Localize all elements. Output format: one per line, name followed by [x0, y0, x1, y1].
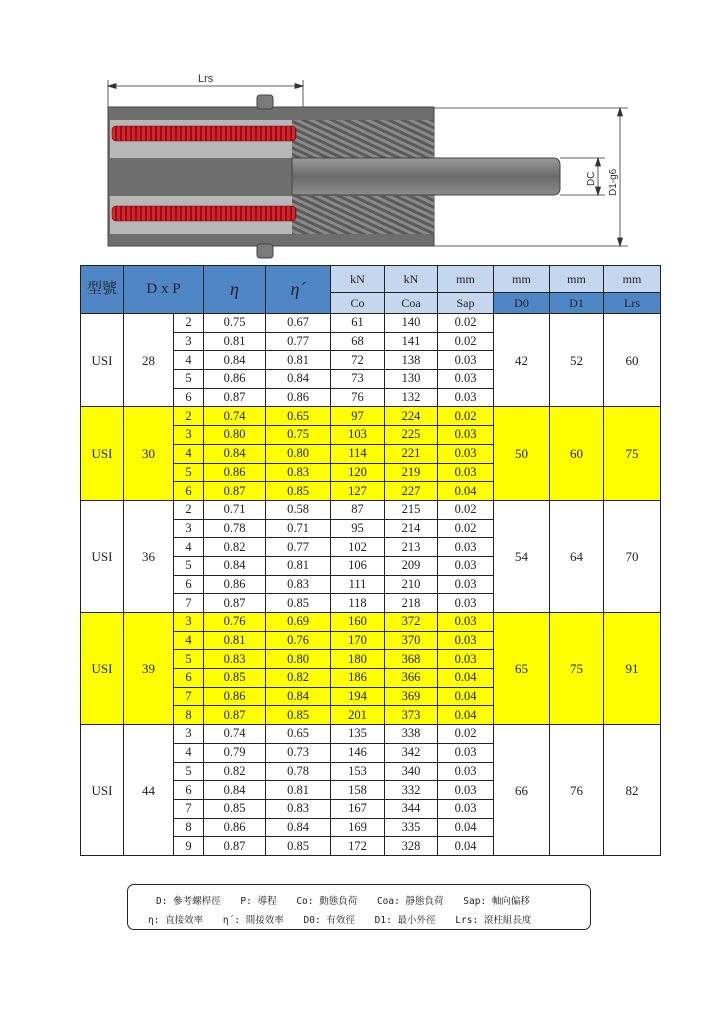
cell-eta: 0.83: [204, 650, 266, 669]
header-model: 型號: [81, 266, 124, 314]
cell-sap: 0.04: [438, 706, 494, 725]
cell-eta: 0.81: [204, 631, 266, 650]
cell-coa: 338: [385, 725, 438, 744]
header-coa: Coa: [385, 293, 438, 314]
dim-label-dc: DC: [586, 171, 597, 186]
cell-lead: 8: [174, 706, 204, 725]
cell-co: 194: [331, 687, 385, 706]
cell-lead: 4: [174, 351, 204, 370]
cell-lead: 6: [174, 482, 204, 501]
cell-co: 72: [331, 351, 385, 370]
header-unit-d0: mm: [494, 266, 550, 293]
cell-eta-prime: 0.81: [266, 556, 331, 575]
legend-item: Coa: 靜態負荷: [376, 896, 444, 907]
table-row: [81, 725, 661, 744]
legend-item: η: 直接效率: [148, 915, 204, 926]
cell-diameter: 36: [124, 500, 174, 612]
cell-sap: 0.02: [438, 314, 494, 333]
cell-sap: 0.02: [438, 500, 494, 519]
cell-lead: 3: [174, 519, 204, 538]
cell-eta-prime: 0.80: [266, 650, 331, 669]
cell-sap: 0.03: [438, 575, 494, 594]
cell-coa: 369: [385, 687, 438, 706]
legend-line-1: [156, 893, 544, 907]
cell-d1: 52: [550, 314, 604, 407]
cell-eta-prime: 0.80: [266, 444, 331, 463]
cell-sap: 0.03: [438, 388, 494, 407]
roller-top: [112, 126, 296, 141]
legend-item: Lrs: 滾柱組長度: [455, 915, 532, 926]
cell-lead: 5: [174, 370, 204, 389]
cell-coa: 210: [385, 575, 438, 594]
table-row: [81, 500, 661, 519]
roller-screw-drawing: [0, 0, 724, 262]
cell-eta-prime: 0.84: [266, 818, 331, 837]
cell-sap: 0.03: [438, 743, 494, 762]
spec-table: [80, 265, 661, 856]
cell-co: 120: [331, 463, 385, 482]
cell-lead: 2: [174, 314, 204, 333]
header-eta: η: [204, 266, 266, 314]
cell-co: 170: [331, 631, 385, 650]
cell-model: USI: [81, 500, 124, 612]
thread-top: [292, 120, 434, 158]
header-eta-prime: η´: [266, 266, 331, 314]
cell-lead: 8: [174, 818, 204, 837]
cell-coa: 224: [385, 407, 438, 426]
cell-eta: 0.85: [204, 669, 266, 688]
cell-coa: 342: [385, 743, 438, 762]
header-unit-d1: mm: [550, 266, 604, 293]
cell-lead: 3: [174, 725, 204, 744]
cell-lrs: 60: [604, 314, 661, 407]
cell-model: USI: [81, 314, 124, 407]
cell-lead: 3: [174, 332, 204, 351]
cell-eta-prime: 0.81: [266, 781, 331, 800]
cell-lead: 4: [174, 631, 204, 650]
cell-d0: 54: [494, 500, 550, 612]
cell-eta: 0.76: [204, 613, 266, 632]
cell-diameter: 30: [124, 407, 174, 500]
cell-eta-prime: 0.84: [266, 687, 331, 706]
cell-co: 127: [331, 482, 385, 501]
legend-item: D1: 最小外徑: [374, 915, 436, 926]
cell-co: 114: [331, 444, 385, 463]
cell-eta-prime: 0.76: [266, 631, 331, 650]
cell-lead: 4: [174, 444, 204, 463]
cell-eta: 0.84: [204, 351, 266, 370]
cell-sap: 0.04: [438, 818, 494, 837]
cell-lead: 6: [174, 388, 204, 407]
cell-coa: 214: [385, 519, 438, 538]
table-row: [81, 407, 661, 426]
cell-lead: 6: [174, 575, 204, 594]
cell-coa: 370: [385, 631, 438, 650]
cell-eta: 0.79: [204, 743, 266, 762]
cell-lead: 4: [174, 743, 204, 762]
cell-coa: 366: [385, 669, 438, 688]
cell-d1: 76: [550, 725, 604, 856]
header-unit-sap: mm: [438, 266, 494, 293]
cell-sap: 0.04: [438, 687, 494, 706]
cell-coa: 344: [385, 799, 438, 818]
cell-eta: 0.87: [204, 706, 266, 725]
legend-item: D: 參考螺桿徑: [156, 896, 221, 907]
cell-d1: 75: [550, 613, 604, 725]
cell-sap: 0.02: [438, 519, 494, 538]
cell-sap: 0.03: [438, 444, 494, 463]
header-d0: D0: [494, 293, 550, 314]
cell-eta-prime: 0.83: [266, 463, 331, 482]
cell-eta-prime: 0.77: [266, 332, 331, 351]
cell-co: 102: [331, 538, 385, 557]
dim-label-d1: D1-g6: [608, 168, 619, 196]
dim-label-lrs: Lrs: [198, 73, 214, 85]
cell-d0: 42: [494, 314, 550, 407]
cell-diameter: 28: [124, 314, 174, 407]
cell-eta-prime: 0.84: [266, 370, 331, 389]
cell-eta: 0.87: [204, 594, 266, 613]
cell-co: 153: [331, 762, 385, 781]
cell-coa: 138: [385, 351, 438, 370]
cell-eta: 0.87: [204, 837, 266, 856]
cell-coa: 219: [385, 463, 438, 482]
cell-co: 186: [331, 669, 385, 688]
cell-eta-prime: 0.85: [266, 594, 331, 613]
cell-eta-prime: 0.73: [266, 743, 331, 762]
cell-eta: 0.86: [204, 370, 266, 389]
cell-eta: 0.71: [204, 500, 266, 519]
cell-coa: 132: [385, 388, 438, 407]
cell-eta-prime: 0.67: [266, 314, 331, 333]
cell-eta-prime: 0.71: [266, 519, 331, 538]
cell-sap: 0.04: [438, 482, 494, 501]
cell-eta-prime: 0.85: [266, 706, 331, 725]
cell-eta-prime: 0.77: [266, 538, 331, 557]
cell-coa: 372: [385, 613, 438, 632]
cell-sap: 0.02: [438, 725, 494, 744]
cell-lead: 9: [174, 837, 204, 856]
screw-shaft: [292, 158, 560, 195]
cell-lead: 5: [174, 463, 204, 482]
header-co: Co: [331, 293, 385, 314]
cell-co: 76: [331, 388, 385, 407]
cell-coa: 373: [385, 706, 438, 725]
cell-eta-prime: 0.83: [266, 799, 331, 818]
cell-sap: 0.03: [438, 463, 494, 482]
cell-sap: 0.03: [438, 538, 494, 557]
cell-eta: 0.75: [204, 314, 266, 333]
cell-lead: 2: [174, 500, 204, 519]
cell-eta: 0.81: [204, 332, 266, 351]
cell-eta: 0.74: [204, 725, 266, 744]
cell-sap: 0.04: [438, 837, 494, 856]
legend-item: η´: 間接效率: [222, 915, 284, 926]
cell-lead: 7: [174, 799, 204, 818]
cell-co: 201: [331, 706, 385, 725]
cell-eta: 0.86: [204, 818, 266, 837]
cell-eta-prime: 0.78: [266, 762, 331, 781]
legend-item: P: 導程: [240, 896, 277, 907]
cell-sap: 0.03: [438, 613, 494, 632]
cell-lrs: 75: [604, 407, 661, 500]
cell-eta: 0.74: [204, 407, 266, 426]
thread-bottom: [292, 196, 434, 234]
cell-eta-prime: 0.81: [266, 351, 331, 370]
header-dxp: D x P: [124, 266, 204, 314]
cell-co: 106: [331, 556, 385, 575]
cell-co: 95: [331, 519, 385, 538]
header-unit-coa: kN: [385, 266, 438, 293]
cell-lead: 3: [174, 613, 204, 632]
cell-co: 167: [331, 799, 385, 818]
cell-lead: 5: [174, 762, 204, 781]
cell-d1: 60: [550, 407, 604, 500]
cell-eta: 0.84: [204, 781, 266, 800]
retaining-ring-top: [257, 95, 273, 109]
cell-sap: 0.02: [438, 332, 494, 351]
cell-d0: 66: [494, 725, 550, 856]
header-unit-lrs: mm: [604, 266, 661, 293]
cell-co: 180: [331, 650, 385, 669]
cell-eta-prime: 0.69: [266, 613, 331, 632]
cell-lead: 3: [174, 426, 204, 445]
cell-eta: 0.82: [204, 762, 266, 781]
cell-eta: 0.87: [204, 482, 266, 501]
cell-sap: 0.03: [438, 650, 494, 669]
cell-coa: 335: [385, 818, 438, 837]
table-row: [81, 314, 661, 333]
table-row: [81, 613, 661, 632]
cell-coa: 209: [385, 556, 438, 575]
cell-eta-prime: 0.86: [266, 388, 331, 407]
legend-item: Co: 動態負荷: [296, 896, 358, 907]
cell-eta: 0.84: [204, 444, 266, 463]
cell-co: 172: [331, 837, 385, 856]
cell-co: 158: [331, 781, 385, 800]
cell-lead: 4: [174, 538, 204, 557]
cell-diameter: 44: [124, 725, 174, 856]
cell-sap: 0.03: [438, 426, 494, 445]
cell-co: 111: [331, 575, 385, 594]
cell-coa: 328: [385, 837, 438, 856]
cell-eta: 0.84: [204, 556, 266, 575]
cell-coa: 215: [385, 500, 438, 519]
cell-coa: 221: [385, 444, 438, 463]
cell-coa: 130: [385, 370, 438, 389]
cell-eta: 0.82: [204, 538, 266, 557]
cell-sap: 0.03: [438, 556, 494, 575]
cell-lead: 6: [174, 669, 204, 688]
cell-co: 118: [331, 594, 385, 613]
cell-lrs: 82: [604, 725, 661, 856]
cell-co: 68: [331, 332, 385, 351]
cell-eta: 0.85: [204, 799, 266, 818]
cell-sap: 0.03: [438, 631, 494, 650]
cell-eta-prime: 0.85: [266, 482, 331, 501]
cell-sap: 0.03: [438, 351, 494, 370]
cell-eta-prime: 0.65: [266, 407, 331, 426]
cell-co: 73: [331, 370, 385, 389]
cell-co: 61: [331, 314, 385, 333]
header-d1: D1: [550, 293, 604, 314]
cell-coa: 213: [385, 538, 438, 557]
cell-coa: 141: [385, 332, 438, 351]
cell-coa: 225: [385, 426, 438, 445]
cell-d1: 64: [550, 500, 604, 612]
legend-item: D0: 有效徑: [303, 915, 355, 926]
cell-sap: 0.03: [438, 370, 494, 389]
header-sap: Sap: [438, 293, 494, 314]
cell-lrs: 70: [604, 500, 661, 612]
cell-sap: 0.02: [438, 407, 494, 426]
cell-coa: 227: [385, 482, 438, 501]
cell-lrs: 91: [604, 613, 661, 725]
retaining-ring-bottom: [257, 244, 273, 258]
cell-d0: 65: [494, 613, 550, 725]
cell-lead: 5: [174, 556, 204, 575]
cell-eta-prime: 0.58: [266, 500, 331, 519]
cell-model: USI: [81, 725, 124, 856]
cell-eta: 0.80: [204, 426, 266, 445]
cell-co: 97: [331, 407, 385, 426]
cell-eta: 0.87: [204, 388, 266, 407]
cell-eta: 0.86: [204, 575, 266, 594]
cell-co: 169: [331, 818, 385, 837]
cell-model: USI: [81, 407, 124, 500]
legend-line-2: [148, 912, 545, 926]
cell-eta-prime: 0.75: [266, 426, 331, 445]
cell-sap: 0.03: [438, 594, 494, 613]
cell-coa: 140: [385, 314, 438, 333]
cell-eta: 0.86: [204, 687, 266, 706]
roller-bottom: [112, 206, 296, 221]
cell-co: 160: [331, 613, 385, 632]
cell-coa: 218: [385, 594, 438, 613]
cell-sap: 0.04: [438, 669, 494, 688]
cell-d0: 50: [494, 407, 550, 500]
cell-lead: 7: [174, 594, 204, 613]
cell-model: USI: [81, 613, 124, 725]
cell-eta: 0.86: [204, 463, 266, 482]
cell-sap: 0.03: [438, 799, 494, 818]
cell-eta-prime: 0.83: [266, 575, 331, 594]
cell-coa: 340: [385, 762, 438, 781]
cell-eta-prime: 0.82: [266, 669, 331, 688]
legend-item: Sap: 軸向偏移: [463, 896, 530, 907]
spec-table-body: [81, 314, 661, 856]
cell-lead: 6: [174, 781, 204, 800]
cell-eta: 0.78: [204, 519, 266, 538]
cell-lead: 2: [174, 407, 204, 426]
cell-co: 135: [331, 725, 385, 744]
cell-sap: 0.03: [438, 762, 494, 781]
header-lrs: Lrs: [604, 293, 661, 314]
cell-eta-prime: 0.65: [266, 725, 331, 744]
cell-lead: 7: [174, 687, 204, 706]
cell-coa: 368: [385, 650, 438, 669]
cell-sap: 0.03: [438, 781, 494, 800]
cell-lead: 5: [174, 650, 204, 669]
cell-co: 87: [331, 500, 385, 519]
header-unit-co: kN: [331, 266, 385, 293]
cell-co: 103: [331, 426, 385, 445]
cell-diameter: 39: [124, 613, 174, 725]
legend-box: [127, 884, 591, 930]
cell-co: 146: [331, 743, 385, 762]
cell-eta-prime: 0.85: [266, 837, 331, 856]
cell-coa: 332: [385, 781, 438, 800]
